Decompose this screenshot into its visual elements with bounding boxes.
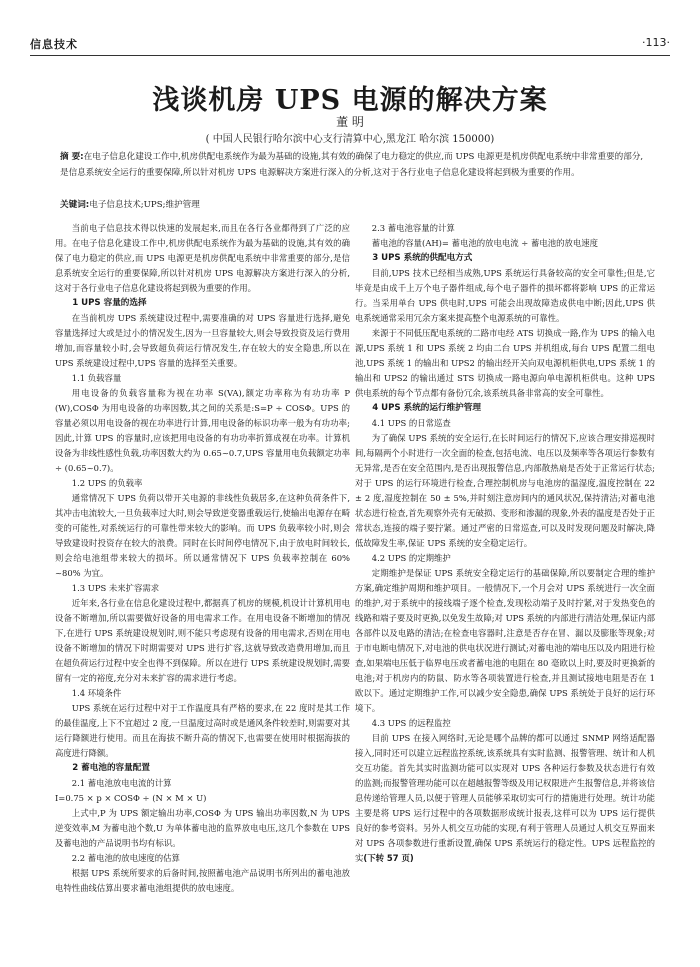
paragraph: 为了确保 UPS 系统的安全运行,在长时间运行的情况下,应该合理安排巡视时间,每隔两个小时进行一次全面的检查,包括电流、电压以及频率等各项运行参数有无异常,是否在安全范围内,是否出现报警信息,内部散热扇是否处于正常运行状态;对于 UPS 的运行环境进行检查,合理控制机房与电池房的温湿度,温度控制在 22 ± 2 度,湿度控制在 50 ± 5%,并时刻注意房间内的通风状况,保持清洁;对蓄电池状态进行检查,首先观察外壳有无破损、变形和渗漏的现象,外表的温度是否处于正常状态,连接的端子要拧紧。通过严密的日常巡查,可以及时发现问题及时解决,降低故障发生率,保证 UPS 系统的安全稳定运行。 [355, 433, 655, 548]
header-rule [30, 55, 670, 56]
subsection-heading: 2.2 蓄电池的放电速度的估算 [71, 853, 180, 863]
paragraph: 用电设备的负载容量称为视在功率 S(VA),额定功率称为有功功率 P (W),COSΦ 为用电设备的功率因数,其之间的关系是:S=P ÷ COSΦ。UPS 的容量必须以用电设备的视在功率进行计算,用电设备的标识功率一般为有功功率;因此,计算 UPS 的容量时,应该把用电设备的有功功率折算成视在功率。计算机设备为非线性感性负载,功率因数大约为 0.65~0.7,UPS 容量用电负载额定功率 ÷ (0.65~0.7)。 [55, 388, 350, 473]
paragraph: 目前,UPS 技术已经相当成熟,UPS 系统运行具备较高的安全可靠性;但是,它毕竟是由成千上万个电子器件组成,每个电子器件的损坏都将影响 UPS 的正常运行。当采用单台 UPS 供电时,UPS 可能会出现故障造成供电中断;因此,UPS 供电系统通常采用冗余方案来提高整个电源系统的可靠性。 [355, 268, 655, 323]
subsection-heading: 1.4 环境条件 [71, 688, 122, 698]
subsection-heading: 4.1 UPS 的日常巡查 [371, 418, 451, 428]
continued-note: (下转 57 页) [363, 853, 414, 863]
subsection-heading: 4.3 UPS 的远程监控 [371, 718, 451, 728]
keywords-label: 关键词: [60, 200, 90, 210]
paragraph: 来源于不同低压配电系统的二路市电经 ATS 切换成一路,作为 UPS 的输入电源,UPS 系统 1 和 UPS 系统 2 均由二台 UPS 并机组成,每台 UPS 配置二组电池,UPS 系统 1 的输出和 UPS2 的输出经开关向双电源机柜供电,UPS 系统 1 的输出和 UPS2 的输出通过 STS 切换成一路电源向单电源机柜供电。这种 UPS 供电系统的每个节点都有备份冗余,该系统具备非常高的安全可靠性。 [355, 328, 655, 398]
section-heading: 1 UPS 容量的选择 [72, 298, 147, 308]
paper-title: 浅谈机房 UPS 电源的解决方案 [152, 85, 548, 116]
journal-name: 信息技术 [30, 38, 78, 51]
subsection-heading: 2.3 蓄电池容量的计算 [371, 223, 455, 233]
paragraph: 蓄电池的容量(AH)= 蓄电池的放电电流 ÷ 蓄电池的放电速度 [371, 238, 598, 248]
paragraph: 通常情况下 UPS 负荷以带开关电源的非线性负载居多,在这种负荷条件下,其冲击电流较大,一旦负载率过大时,则会导致逆变器重载运行,使输出电源存在畸变的可能性,对系统运行的可靠性带来较大的影响。而 UPS 负载率较小时,则会导致建设时投资存在较大的浪费。同时在长时间停电情况下,由于放电时间较长,则会给电池组带来较大的损坏。所以通常情况下 UPS 负载率控制在 60% ~80% 为宜。 [55, 493, 350, 578]
paragraph: 近年来,各行业在信息化建设过程中,都据真了机房的规模,机设计计算机用电设备不断增加,所以需要做好设备的用电需求工作。在用电设备不断增加的情况下,在进行 UPS 系统建设规划时,则不能只考虑现有设备的用电需求,否则在用电设备不断增加的情况下时期需要对 UPS 进行扩容,这就导致改造费用增加,而且在超负荷运行过程中安全也得不到保障。所以在进行 UPS 系统建设规划时,需要留有一定的裕度,充分对未来扩容的需求进行考虑。 [55, 598, 350, 683]
affiliation: ( 中国人民银行哈尔滨中心支行清算中心,黑龙江 哈尔滨 150000) [205, 134, 495, 145]
left-column [55, 221, 350, 896]
running-header [30, 34, 670, 54]
paragraph-text: 目前 UPS 在接入网络时,无论是哪个品牌的都可以通过 SNMP 网络适配器接入,同时还可以建立远程监控系统,该系统具有实时监测、报警管理、统计和人机交互功能。首先其实时监测功能可以实现对 UPS 各种运行参数及状态进行有效的监测;而报警管理功能可以在超越报警等级及用记权限进产生报警信息,并将该信息传递给管理人员,以便于管理人员能够采取切实可行的措施进行处理。统计功能主要是将 UPS 运行过程中的各项数据形成统计报表,这样可以为 UPS 运行提供良好的参考资料。另外人机交互功能的实现,有利于管理人员通过人机交互界面来对 UPS 各项参数进行重新设置,确保 UPS 系统运行的稳定性。UPS 远程监控的实 [355, 733, 655, 863]
abstract-text: 在电子信息化建设工作中,机房供配电系统作为最为基础的设施,其有效的确保了电力稳定的供应,而 UPS 电源更是机房供配电系统中非常重要的部分,是信息系统安全运行的重要保障,所以针对机房 UPS 电源解决方案进行深入的分析,这对于各行业电子信息化建设将起到极为重要的作用。 [60, 152, 644, 178]
paragraph: 定期维护是保证 UPS 系统安全稳定运行的基础保障,所以要制定合理的维护方案,确定维护周期和维护项目。一般情况下,一个月会对 UPS 系统进行一次全面的维护,对于系统中的接线端子逐个检查,发现松动端子及时拧紧,对于发热变色的线路和端子要及时更换,以免发生故障;对 UPS 系统的内部进行清洁处理,保证内部各部件以及电路的清洁;在检查电容器时,注意是否存在冒、漏以及膨胀等现象;对于市电断电情况下,对电池的供电状况进行测试;对蓄电池的端电压以及内阻进行检查,如果端电压低于临界电压或者蓄电池的电阻在 80 毫欧以上时,要及时更换新的电池;对于机房内的防鼠、防水等各项装置进行检查,并且测试接地电阻是否在 1 欧以下。通过定期维护工作,可以减少安全隐患,确保 UPS 系统处于良好的运行环境下。 [355, 568, 655, 713]
abstract [60, 150, 645, 181]
section-heading: 4 UPS 系统的运行维护管理 [372, 403, 481, 413]
paragraph [355, 731, 655, 866]
formula: I=0.75 × p × COSΦ ÷ (N × M × U) [55, 793, 207, 803]
keywords [60, 198, 645, 210]
subsection-heading: 4.2 UPS 的定期维护 [371, 553, 451, 563]
paragraph: 根据 UPS 系统所要求的后备时间,按照蓄电池产品说明书所列出的蓄电池放电特性曲线估算出要求蓄电池组提供的放电速度。 [55, 868, 350, 893]
keywords-text: 电子信息技术;UPS;维护管理 [89, 200, 200, 210]
subsection-heading: 2.1 蓄电池放电电流的计算 [71, 778, 172, 788]
section-heading: 2 蓄电池的容量配置 [72, 763, 150, 773]
paragraph: 上式中,P 为 UPS 额定输出功率,COSΦ 为 UPS 输出功率因数,N 为 UPS 逆变效率,M 为蓄电池个数,U 为单体蓄电池的监界放电电压,这几个参数在 UPS 及蓄电池的产品说明书均有标识。 [55, 808, 350, 848]
subsection-heading: 1.2 UPS 的负载率 [71, 478, 143, 488]
paragraph: 在当前机房 UPS 系统建设过程中,需要准确的对 UPS 容量进行选择,避免容量选择过大或是过小的情况发生,因为一旦容量较大,则会导致投资及运行费用增加,而容量较小时,会导致超负荷运行情况发生,存在较大的安全隐患,所以在 UPS 系统建设过程中,UPS 容量的选择至关重要。 [55, 313, 350, 368]
paragraph: UPS 系统在运行过程中对于工作温度具有严格的要求,在 22 度时是其工作的最佳温度,上下不宜超过 2 度,一旦温度过高时或是通风条件较差时,则需要对其运行降额进行使用。而且在海拔不断升高的情况下,也需要在使用时根据海拔的高度进行降额。 [55, 703, 351, 758]
subsection-heading: 1.3 UPS 未来扩容需求 [71, 583, 160, 593]
section-heading: 3 UPS 系统的供配电方式 [372, 253, 473, 263]
author: 董 明 [336, 115, 364, 129]
subsection-heading: 1.1 负载容量 [71, 373, 122, 383]
page-number: ·113· [642, 36, 670, 49]
abstract-label: 摘 要: [60, 152, 84, 162]
right-column [355, 221, 655, 866]
intro-paragraph: 当前电子信息技术得以快速的发展起来,而且在各行各业都得到了广泛的应用。在电子信息化建设工作中,机房供配电系统作为最为基础的设施,其有效的确保了电力稳定的供应,而 UPS 电源更是机房供配电系统中非常重要的部分,是信息系统安全运行的重要保障,所以针对机房 UPS 电源解决方案进行深入的分析,这对于各行业电子信息化建设将起到极为重要的作用。 [55, 223, 350, 293]
